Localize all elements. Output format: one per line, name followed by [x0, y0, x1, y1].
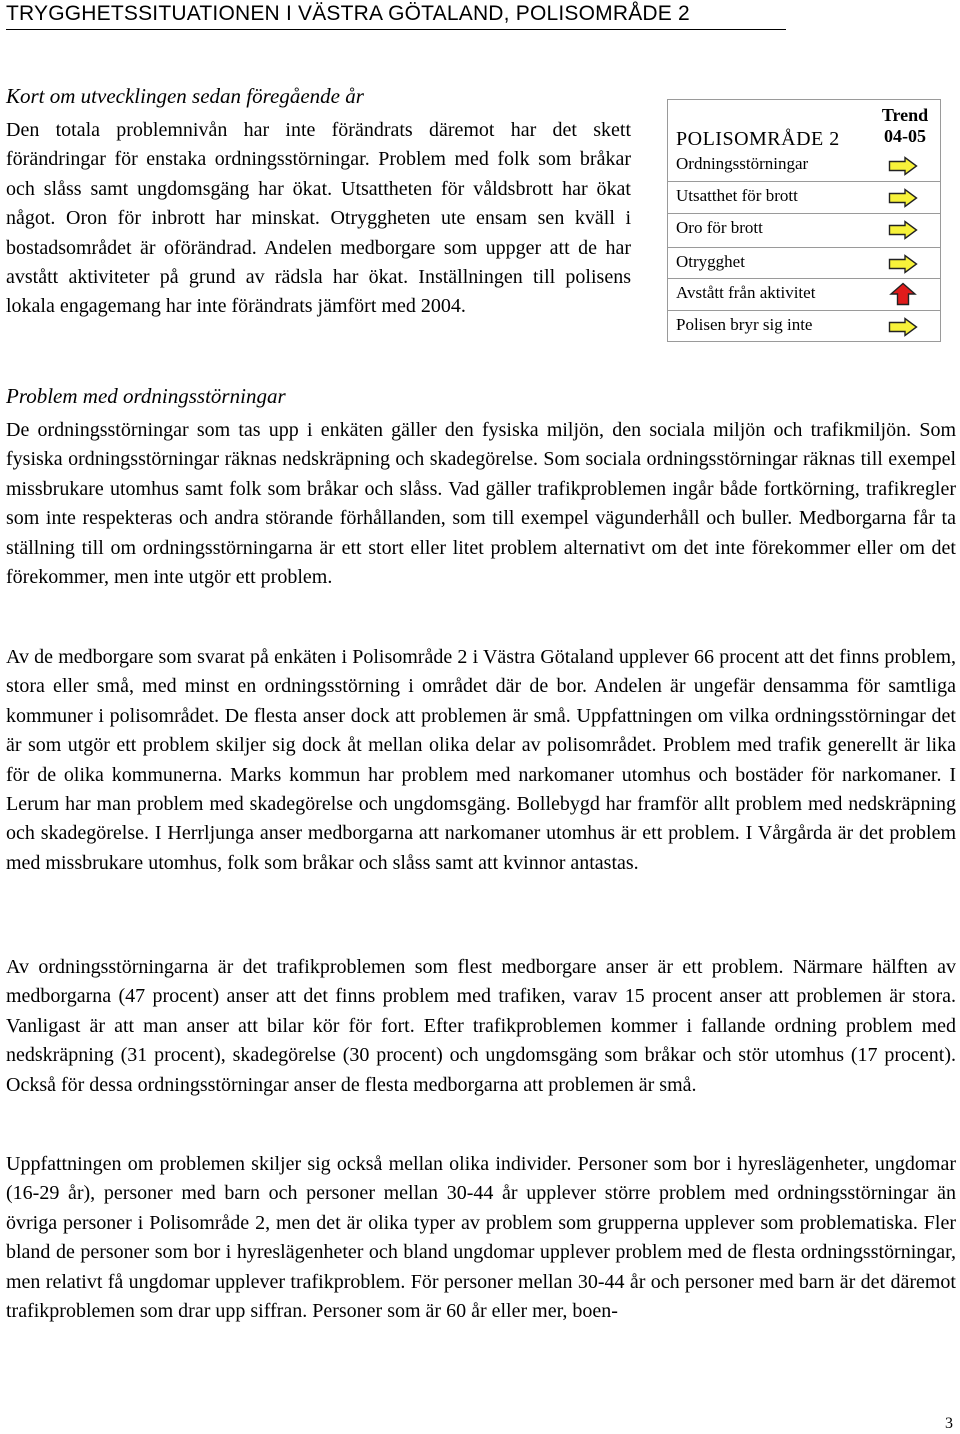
- trend-row-polisen: [668, 310, 940, 341]
- paragraph-4: Uppfattningen om problemen skiljer sig också mellan olika individer. Personer som bor i hyreslägenheter, ungdomar (16-29 år), personer med barn och personer mellan 30-44 år upplever större problem med ordningsstörningar än övriga personer i Polisområde 2, men det är olika typer av problem som grupperna upplever som problematiska. Fler bland de personer som bor i hyreslägenheter och bland ungdomar upplever problem med de flesta ordningsstörningar, men relativt få ungdomar upplever trafikproblem. För personer mellan 30-44 år och personer med barn är det däremot trafikproblemen som drar upp siffran. Personer som är 60 år eller mer, boen-: [6, 1153, 956, 1323]
- arrow-right-icon: [888, 188, 918, 208]
- intro-heading: Kort om utvecklingen sedan föregående år: [6, 84, 364, 108]
- arrow-right-icon: [888, 220, 918, 240]
- page-header: TRYGGHETSSITUATIONEN I VÄSTRA GÖTALAND, POLISOMRÅDE 2: [6, 2, 786, 30]
- paragraph-2: Av de medborgare som svarat på enkäten i Polisområde 2 i Västra Götaland upplever 66 procent att det finns problem, stora eller små, med minst en ordningsstörning i området där de bor. Andelen är ungefär densamma för samtliga kommuner i polisområdet. De flesta anser dock att problemen är små. Uppfattningen om vilka ordningsstörningar det är som utgör ett problem skiljer sig dock åt mellan olika delar av polisområdet. Problem med trafik generellt är lika för de olika kommunerna. Marks kommun har problem med narkomaner utomhus och bostäder för narkomaner. I Lerum har man problem med skadegörelse och ungdomsgäng. Bollebygd har framför allt problem med nedskräpning och skadegörelse. I Herrljunga anser medborgarna att narkomaner utomhus är ett problem. I Vårgårda är det problem med missbrukare utomhus, folk som bråkar och slåss samt att kvinnor antastas.: [6, 646, 956, 874]
- trend-row-label: Polisen bryr sig inte: [676, 315, 813, 334]
- page-number: 3: [945, 1415, 953, 1432]
- arrow-up-icon: [888, 282, 918, 306]
- trend-row-oro: [668, 213, 940, 244]
- trend-row-label: Oro för brott: [676, 218, 763, 237]
- arrow-right-icon: [888, 254, 918, 274]
- trend-title: [870, 105, 940, 147]
- trend-row-label: Utsatthet för brott: [676, 186, 798, 205]
- trend-row-label: Avstått från aktivitet: [676, 283, 816, 302]
- trend-row-label: Ordningsstörningar: [676, 154, 809, 173]
- intro-body: Den totala problemnivån har inte förändrats däremot har det skett förändringar för enstaka ordningsstörningar. Problem med folk som bråkar och slåss samt ungdomsgäng har ökat. Utsattheten för våldsbrott har ökat något. Oron för inbrott har minskat. Otryggheten ute ensam sen kväll i bostadsområdet är oförändrad. Andelen medborgare som uppger att de har avstått aktiviteter på grund av rädsla har ökat. Inställningen till polisens lokala engagemang har inte förändrats jämfört med 2004.: [6, 119, 631, 318]
- trend-row-otrygghet: [668, 247, 940, 278]
- arrow-right-icon: [888, 317, 918, 337]
- area-title: POLISOMRÅDE 2: [676, 128, 840, 150]
- trend-title-line2: 04-05: [884, 126, 926, 146]
- trend-title-line1: Trend: [881, 105, 929, 125]
- trend-summary-box: [667, 99, 941, 342]
- trend-row-label: Otrygghet: [676, 252, 745, 271]
- paragraph-3: Av ordningsstörningarna är det trafikproblemen som flest medborgare anser är ett problem. Närmare hälften av medborgarna (47 procent) anser att det finns problem med trafiken, varav 15 procent anser att problemen är stora. Vanligast är att man anser att bilar kör för fort. Efter trafikproblemen kommer i fallande ordning problem med nedskräpning (31 procent), skadegörelse (30 procent) och ungdomsgäng som bråkar och stör utomhus (17 procent). Också för dessa ordningsstörningar anser de flesta medborgarna att problemen är små.: [6, 956, 956, 1096]
- section-heading: Problem med ordningsstörningar: [6, 384, 286, 408]
- trend-row-avstatt: [668, 278, 940, 309]
- arrow-right-icon: [888, 156, 918, 176]
- paragraph-1: De ordningsstörningar som tas upp i enkäten gäller den fysiska miljön, den sociala miljön och trafikmiljön. Som fysiska ordningsstörningar räknas nedskräpning och skadegörelse. Som sociala ordningsstörningar räknas till exempel missbrukare utomhus samt folk som bråkar och slåss. Vad gäller trafikproblemen ingår både fortkörning, trafikregler som inte respekteras och andra störande förhållanden, som till exempel vägunderhåll och buller. Medborgarna får ta ställning till om ordningsstörningarna är ett stort eller litet problem alternativt om det inte förekommer eller om det förekommer, men inte utgör ett problem.: [6, 419, 956, 589]
- trend-row-utsatthet: [668, 181, 940, 212]
- trend-row-ordningsstorningar: [668, 150, 940, 181]
